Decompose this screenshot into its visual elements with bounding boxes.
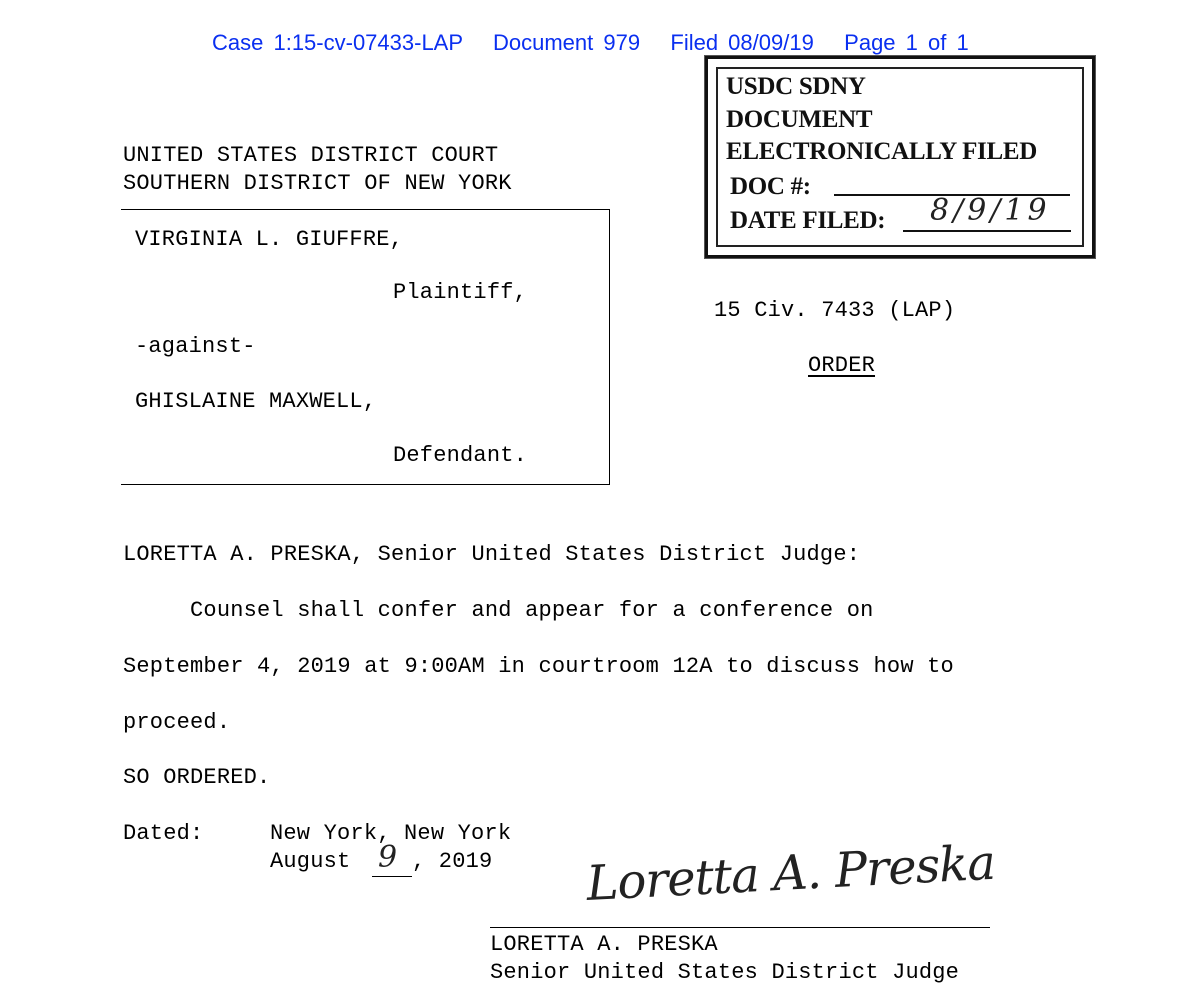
so-ordered: SO ORDERED. <box>123 765 271 790</box>
court-name-line1: UNITED STATES DISTRICT COURT <box>123 143 499 168</box>
order-paragraph-line2: September 4, 2019 at 9:00AM in courtroom 12A to discuss how to <box>123 654 954 679</box>
case-number: 15 Civ. 7433 (LAP) <box>714 298 956 323</box>
stamp-electronically-filed: ELECTRONICALLY FILED <box>726 138 1037 165</box>
defendant-role: Defendant. <box>393 443 528 468</box>
stamp-document: DOCUMENT <box>726 106 873 133</box>
stamp-date-filed-label: DATE FILED: <box>730 207 886 234</box>
signatory-name: LORETTA A. PRESKA <box>490 932 718 957</box>
versus-label: -against- <box>135 334 256 359</box>
stamp-doc-number-label: DOC #: <box>730 173 811 200</box>
dated-place: New York, New York <box>270 821 512 846</box>
plaintiff-name: VIRGINIA L. GIUFFRE, <box>135 227 404 252</box>
document-title: ORDER <box>808 353 876 378</box>
order-paragraph-line1: Counsel shall confer and appear for a conference on <box>123 598 874 623</box>
signature-line <box>490 927 990 928</box>
dated-day-blank <box>372 876 412 877</box>
stamp-court: USDC SDNY <box>726 73 866 100</box>
judge-heading: LORETTA A. PRESKA, Senior United States District Judge: <box>123 542 861 567</box>
plaintiff-role: Plaintiff, <box>393 280 528 305</box>
filing-header: Case 1:15-cv-07433-LAP Document 979 Filed 08/09/19 Page 1 of 1 <box>212 30 969 55</box>
signatory-title: Senior United States District Judge <box>490 960 960 985</box>
defendant-name: GHISLAINE MAXWELL, <box>135 389 377 414</box>
dated-handwritten-day: 9 <box>378 840 398 875</box>
court-name-line2: SOUTHERN DISTRICT OF NEW YORK <box>123 171 512 196</box>
order-paragraph-line3: proceed. <box>123 710 231 735</box>
dated-label: Dated: <box>123 821 204 846</box>
handwritten-signature: Loretta A. Preska <box>585 834 997 912</box>
dated-date-suffix: , 2019 <box>412 849 493 874</box>
stamp-handwritten-date: 8/9/19 <box>930 193 1051 228</box>
dated-date-prefix: August <box>270 849 364 874</box>
stamp-date-filed-line <box>903 230 1071 232</box>
